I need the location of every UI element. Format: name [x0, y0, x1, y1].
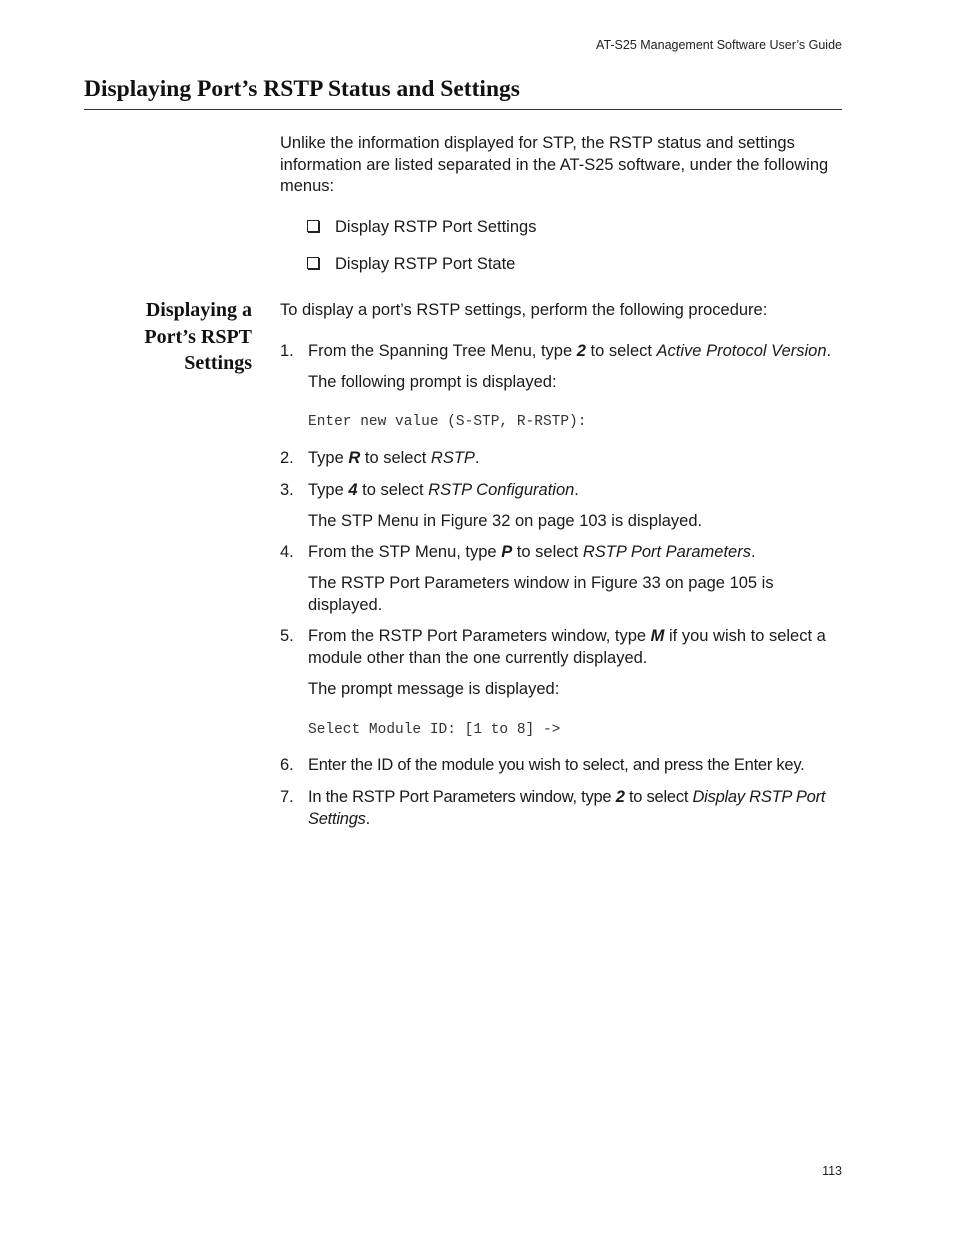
- menu-list-item: [307, 217, 536, 239]
- subsection-heading: Displaying a Port’s RSPT Settings: [144, 299, 252, 374]
- step-result: The RSTP Port Parameters window in Figure 33 on page 105 is displayed.: [308, 574, 774, 614]
- page-number: 113: [822, 1164, 842, 1178]
- step-number: 5.: [280, 627, 294, 645]
- step-number: 2.: [280, 449, 294, 467]
- prompt-code: Enter new value (S-STP, R-RSTP):: [308, 414, 587, 430]
- intro-paragraph: Unlike the information displayed for STP, the RSTP status and settings information are listed separated in the AT-S25 software, under the following menus:: [280, 134, 829, 195]
- step-number: 7.: [280, 788, 294, 806]
- key-label: M: [650, 627, 665, 645]
- menu-list-item: [307, 254, 515, 276]
- step-result: The prompt message is displayed:: [308, 680, 560, 698]
- key-label: R: [348, 449, 361, 467]
- step-instruction: Type R to select RSTP.: [308, 449, 480, 467]
- step-instruction: From the RSTP Port Parameters window, type M if you wish to select a module other than the one currently displayed.: [308, 627, 826, 667]
- step-result: The STP Menu in Figure 32 on page 103 is displayed.: [308, 512, 703, 530]
- key-label: 2: [615, 788, 625, 806]
- menu-list-item-label: Display RSTP Port Settings: [335, 218, 537, 236]
- menu-target: RSTP Port Parameters: [582, 543, 751, 561]
- prompt-code: Select Module ID: [1 to 8] ->: [308, 722, 561, 738]
- menu-target: Active Protocol Version: [656, 342, 827, 360]
- step-instruction: In the RSTP Port Parameters window, type 2 to select Display RSTP Port Settings.: [308, 788, 826, 828]
- menu-target: Display RSTP Port Settings: [308, 788, 826, 828]
- key-label: 2: [576, 342, 586, 360]
- step-number: 1.: [280, 342, 294, 360]
- title-rule: [84, 109, 842, 110]
- step-number: 4.: [280, 543, 294, 561]
- menu-target: RSTP: [430, 449, 475, 467]
- running-header: AT-S25 Management Software User’s Guide: [596, 38, 842, 52]
- key-label: P: [501, 543, 513, 561]
- key-label: 4: [348, 481, 358, 499]
- step-instruction: Enter the ID of the module you wish to select, and press the Enter key.: [308, 756, 805, 774]
- checkbox-bullet-icon: [307, 257, 319, 269]
- step-number: 3.: [280, 481, 294, 499]
- step-instruction: Type 4 to select RSTP Configuration.: [308, 481, 579, 499]
- checkbox-bullet-icon: [307, 220, 319, 232]
- step-instruction: From the STP Menu, type P to select RSTP Port Parameters.: [308, 543, 756, 561]
- menu-target: RSTP Configuration: [428, 481, 575, 499]
- menu-list-item-label: Display RSTP Port State: [335, 255, 516, 273]
- step-number: 6.: [280, 756, 294, 774]
- step-result: The following prompt is displayed:: [308, 373, 557, 391]
- procedure-lead: To display a port’s RSTP settings, perform the following procedure:: [280, 301, 768, 319]
- page-title: Displaying Port’s RSTP Status and Settings: [84, 76, 520, 102]
- step-instruction: From the Spanning Tree Menu, type 2 to select Active Protocol Version.: [308, 342, 832, 360]
